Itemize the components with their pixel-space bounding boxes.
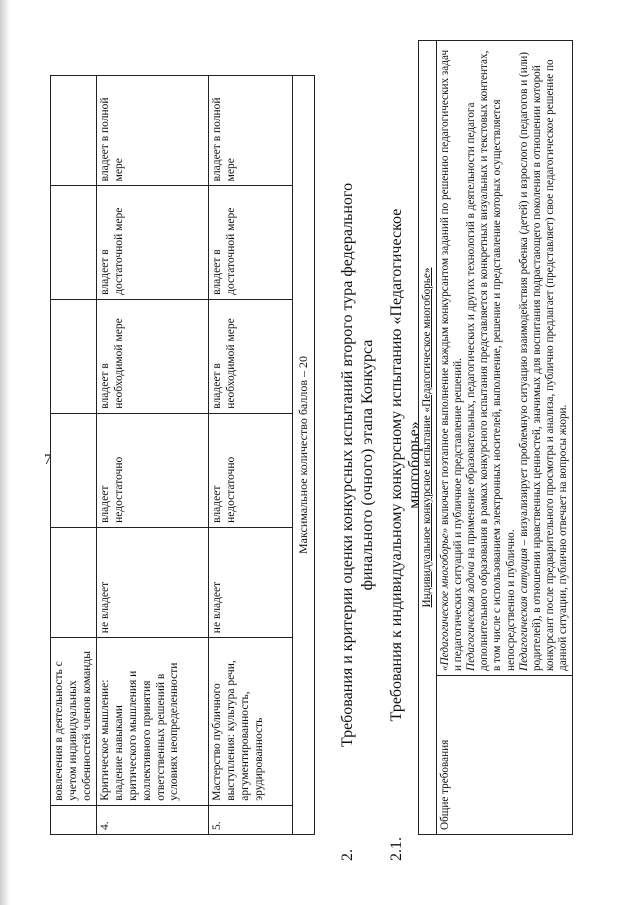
level-cell: владеет недостаточно [97, 413, 209, 527]
level-cell: владеет в достаточной мере [97, 186, 209, 299]
table-row [97, 76, 209, 835]
max-score-note: Максимальное количество баллов – 20 [293, 76, 314, 835]
requirements-label: Общие требования [437, 676, 573, 835]
criterion-name: Мастерство публичного выступления: культура речи, аргументированность, эрудированность [209, 638, 293, 806]
paragraph [518, 45, 570, 671]
requirements-text [437, 41, 573, 676]
table-cell [51, 76, 97, 186]
requirements-table [418, 40, 573, 835]
row-number: 4. [97, 805, 209, 834]
criteria-table [50, 75, 315, 835]
term: Педагогическая ситуация [517, 548, 530, 671]
level-cell: владеет в достаточной мере [209, 186, 293, 299]
table-cell [51, 413, 97, 527]
section-number: 2. [339, 849, 356, 861]
level-cell: владеет в необходимой мере [97, 299, 209, 413]
table-header-row [419, 41, 437, 835]
level-cell: владеет в необходимой мере [209, 299, 293, 413]
paragraph [439, 45, 465, 671]
paragraph-text: включает поэтапное выполнение каждым конкурсантом заданий по решению педагогических задач и педагогических ситуаций и публичное представление решений. [439, 49, 465, 671]
rotated-page-content [0, 25, 600, 885]
paragraph [465, 45, 517, 671]
level-cell: владеет в полной мере [97, 76, 209, 186]
table-row-total [293, 76, 314, 835]
term: «Педагогическое многоборье» [439, 527, 452, 671]
paragraph-text: – визуализирует проблемную ситуацию взаимодействия ребенка (детей) и взрослого (педагогов и (или) родителей), в отношении нравственных ценностей, значимых для воспитания подрастающего поколения в отношении которой конкурсант после предварительного просмотра и анализа, публично предлагает (представляет) свое педагогическое решение по данной ситуации, публично отвечает на вопросы жюри. [517, 52, 569, 671]
table-cell [51, 186, 97, 299]
requirements-header: Индивидуальное конкурсное испытание «Педагогическое многоборье» [419, 41, 437, 835]
term: Педагогическая задача [465, 561, 478, 671]
level-cell: владеет в полной мере [209, 76, 293, 186]
section-title: Требования и критерии оценки конкурсных испытаний второго тура федерального финального (очного) этапа Конкурса [339, 182, 376, 748]
criterion-name: вовлечения в деятельность с учетом индивидуальных особенностей членов команды [51, 638, 97, 806]
section-title: Требования к индивидуальному конкурсному испытанию «Педагогическое многоборье» [388, 208, 423, 722]
table-row [209, 76, 293, 835]
level-cell: не владеет [97, 527, 209, 637]
row-number: 5. [209, 805, 293, 834]
section-heading-2 [338, 165, 378, 861]
level-cell: не владеет [209, 527, 293, 637]
criterion-name: Критическое мышление: владение навыками критического мышления и коллективного принятия ответственных решений в условиях неопределенности [97, 638, 209, 806]
level-cell: владеет недостаточно [209, 413, 293, 527]
page-number: 7 [44, 452, 52, 468]
section-number: 2.1. [388, 837, 405, 861]
table-cell [51, 527, 97, 637]
table-cell [51, 299, 97, 413]
table-row-continuation [51, 76, 97, 835]
table-cell [51, 805, 97, 834]
paragraph-text: на применение образовательных, педагогических и других технологий в деятельности педагога дополнительного образования в рамках конкурсного испытания представляется в конкретных визуальных и текстовых контентах, в том числе с использованием электронных носителей, выполнение, решение и представление которых осуществляется непосредственно и публично. [465, 50, 517, 671]
table-row [437, 41, 573, 835]
